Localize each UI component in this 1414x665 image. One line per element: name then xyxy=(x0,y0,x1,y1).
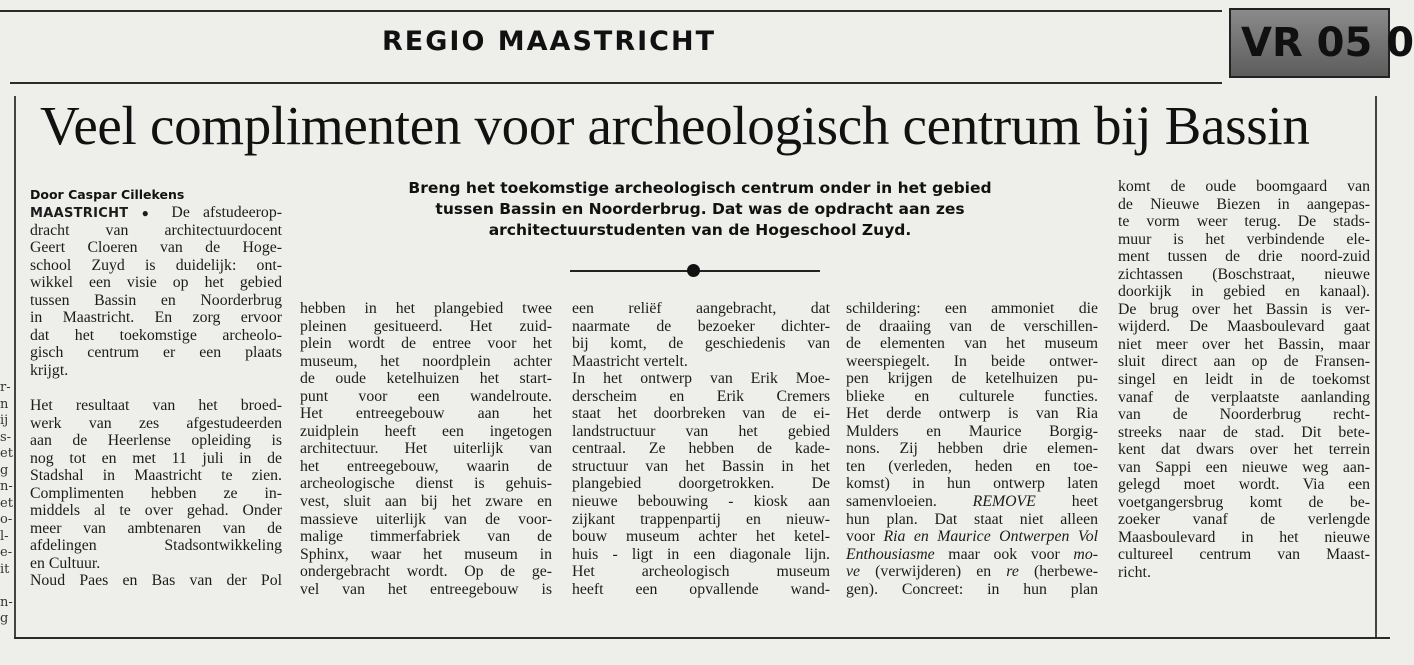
text-line: afdelingen Stadsontwikkeling xyxy=(30,537,282,555)
fragment-line: g xyxy=(0,462,9,478)
text-line: samenvloeien. REMOVE heet xyxy=(846,493,1099,511)
text-line: singel en leidt in de toekomst xyxy=(1118,371,1370,389)
text-line: Maasboulevard in het nieuwe xyxy=(1118,528,1370,546)
text-line: van Sappi een nieuwe weg aan- xyxy=(1118,458,1370,476)
text-line: kent dat dwars over het terrein xyxy=(1118,441,1370,459)
fragment-line: s- xyxy=(0,429,12,445)
section-rule xyxy=(10,82,1222,84)
text-line: naarmate de bezoeker dichter- xyxy=(572,317,830,335)
text-line: het entreegebouw, waarin de xyxy=(300,457,552,475)
bullet-icon: ● xyxy=(141,206,159,220)
text-line: Geert Cloeren van de Hoge- xyxy=(30,239,282,257)
left-column-rule xyxy=(14,96,16,638)
page-label: VR 05 0 xyxy=(1229,8,1390,78)
dateline: MAASTRICHT xyxy=(30,206,129,221)
text-line: nieuwe bebouwing - kiosk aan xyxy=(572,493,830,511)
text-line: richt. xyxy=(1118,564,1151,582)
text-line: aan de Heerlense opleiding is xyxy=(30,432,282,450)
text-line: Het derde ontwerp is van Ria xyxy=(846,405,1098,423)
fragment-line: o- xyxy=(0,512,13,527)
text-line: een reliëf aangebracht, dat xyxy=(572,300,830,317)
fragment-line: et xyxy=(0,495,13,511)
text-line: structuur van het Bassin in het xyxy=(572,457,830,475)
text-line: gisch centrum er een plaats xyxy=(30,344,282,362)
intro-line: Breng het toekomstige archeologisch centrum onder in het gebied xyxy=(408,179,992,197)
fragment-line: r- xyxy=(0,380,11,395)
text-line: dracht van architectuurdocent xyxy=(30,221,282,239)
text-line: meer van ambtenaren van de xyxy=(30,519,282,537)
text-line: tussen Bassin en Noorderbrug xyxy=(30,291,282,309)
text-line: Het resultaat van het broed- xyxy=(30,397,282,415)
text-line: voor Ria en Maurice Ontwerpen Vol xyxy=(846,528,1099,546)
text-line: heeft een opvallende wand- xyxy=(572,580,830,598)
text-line: centraal. Ze hebben de kade- xyxy=(572,440,830,458)
byline: Door Caspar Cillekens xyxy=(30,187,185,202)
text-line: ondergebracht wordt. Op de ge- xyxy=(300,563,552,581)
text-line: van de Noorderbrug recht- xyxy=(1118,406,1370,424)
text-line: landstructuur van het gebied xyxy=(572,422,830,440)
text-line: massieve uiterlijk van de voor- xyxy=(300,510,552,528)
article-column-1 xyxy=(30,204,282,590)
fragment-line: ij xyxy=(0,413,9,428)
text-line: weerspiegelt. In beide ontwer- xyxy=(846,352,1098,370)
text-line: Het archeologisch museum xyxy=(572,563,830,581)
text-line: museum, het noordplein achter xyxy=(300,352,552,370)
text-line: krijgt. xyxy=(30,361,69,379)
text-line: Maastricht vertelt. xyxy=(572,352,688,370)
text-line: plangebied doorgetrokken. De xyxy=(572,475,830,493)
text-line: ment tussen de drie noord-zuid xyxy=(1118,248,1370,266)
text-line: streeks naar de stad. Dit bete- xyxy=(1118,423,1370,441)
text-line: zoeker vanaf de verlengde xyxy=(1118,511,1370,529)
article-headline: Veel complimenten voor archeologisch centrum bij Bassin xyxy=(40,95,1310,156)
text-line: ve (verwijderen) en re (herbewe- xyxy=(846,563,1098,581)
section-title: REGIO MAASTRICHT xyxy=(382,26,716,57)
intro-divider-dot xyxy=(687,264,700,277)
fragment-line: n- xyxy=(0,479,13,494)
text-line: Mulders en Maurice Borgig- xyxy=(846,422,1098,440)
text-line: doorkijk in gebied en kanaal). xyxy=(1118,283,1370,301)
article-column-5 xyxy=(1118,178,1370,582)
text-line: school Zuyd is duidelijk: ont- xyxy=(30,256,282,274)
fragment-line: g xyxy=(0,611,9,626)
text-line: nog tot en met 11 juli in de xyxy=(30,449,282,467)
text-line: zuidplein heeft een ingetogen xyxy=(300,422,552,440)
text-line: Stadshal in Maastricht te zien. xyxy=(30,467,282,485)
text-line: werk van zes afgestudeerden xyxy=(30,414,282,432)
text-line: middels al te over gehad. Onder xyxy=(30,502,282,520)
intro-line: architectuurstudenten van de Hogeschool Zuyd. xyxy=(488,221,912,239)
text-line: sluit direct aan op de Fransen- xyxy=(1118,353,1370,371)
text-line: gelegd moet wordt. Via een xyxy=(1118,476,1370,494)
text-line: niet meer over het Bassin, maar xyxy=(1118,335,1370,353)
fragment-line: n xyxy=(0,396,9,412)
text-line: wikkel een visie op het gebied xyxy=(30,274,282,292)
text-line: MAASTRICHT ● De afstudeerop- xyxy=(30,204,282,221)
article-column-4 xyxy=(846,300,1098,598)
text-line: Sphinx, waar het museum in xyxy=(300,545,552,563)
text-line: Noud Paes en Bas van der Pol xyxy=(30,572,282,590)
text-line: zichtassen (Boschstraat, nieuwe xyxy=(1118,265,1370,283)
text-line: muur is het verbindende ele- xyxy=(1118,230,1370,248)
text-line: voetgangersbrug komt de be- xyxy=(1118,493,1370,511)
text-line: De brug over het Bassin is ver- xyxy=(1118,300,1370,318)
text-line: staat het doorbreken van de ei- xyxy=(572,405,830,423)
fragment-line: it xyxy=(0,561,10,577)
text-line: malige timmerfabriek van de xyxy=(300,528,552,546)
text-line: nons. Zij hebben drie elemen- xyxy=(846,440,1098,458)
text-line: de draaiing van de verschillen- xyxy=(846,317,1098,335)
text-line: vel van het entreegebouw is xyxy=(300,580,552,598)
text-line: schildering: een ammoniet die xyxy=(846,300,1098,317)
text-line: cultureel centrum van Maast- xyxy=(1118,546,1370,564)
text-line: bouw museum achter het ketel- xyxy=(572,528,830,546)
text-line: dat het toekomstige archeolo- xyxy=(30,326,282,344)
text-line: en Cultuur. xyxy=(30,554,101,572)
text-line: de oude ketelhuizen het start- xyxy=(300,370,552,388)
text-line: pleinen gesitueerd. Het zuid- xyxy=(300,317,552,335)
text-line: huis - ligt in een diagonale lijn. xyxy=(572,545,830,563)
fragment-line: e- xyxy=(0,545,13,560)
text-line: Enthousiasme maar ook voor mo- xyxy=(846,545,1098,563)
article-column-3 xyxy=(572,300,830,598)
article-intro xyxy=(380,178,1020,241)
text-line: zijkant trappenpartij en nieuw- xyxy=(572,510,830,528)
text-line: Complimenten hebben ze in- xyxy=(30,484,282,502)
right-column-rule xyxy=(1375,96,1377,638)
text-line: derscheim en Erik Cremers xyxy=(572,387,830,405)
text-line: bij komt, de geschiedenis van xyxy=(572,335,830,353)
text-line: de elementen van het museum xyxy=(846,335,1098,353)
adjacent-article-fragment xyxy=(0,380,12,628)
text-line: In het ontwerp van Erik Moe- xyxy=(572,370,830,388)
text-line: de Nieuwe Biezen in aangepas- xyxy=(1118,195,1370,213)
text-line: ten (verleden, heden en toe- xyxy=(846,457,1098,475)
text-line: plein wordt de entree voor het xyxy=(300,335,552,353)
fragment-line xyxy=(0,578,12,595)
text-line: architectuur. Het uiterlijk van xyxy=(300,440,552,458)
text-line: blieke en culturele functies. xyxy=(846,387,1098,405)
text-line: Het entreegebouw aan het xyxy=(300,405,552,423)
text-line: archeologische dienst is gehuis- xyxy=(300,475,552,493)
fragment-line: n- xyxy=(0,594,13,610)
text-line: vanaf de verplaatste aanlanding xyxy=(1118,388,1370,406)
intro-line: tussen Bassin en Noorderbrug. Dat was de opdracht aan zes xyxy=(435,200,965,218)
text-line: wijderd. De Maasboulevard gaat xyxy=(1118,318,1370,336)
text-line: vest, sluit aan bij het zware en xyxy=(300,493,552,511)
text-line: te vorm weer terug. De stads- xyxy=(1118,213,1370,231)
text-line: komt de oude boomgaard van xyxy=(1118,178,1370,195)
bottom-rule xyxy=(14,637,1390,639)
article-column-2 xyxy=(300,300,552,598)
text-line: gen). Concreet: in hun plan xyxy=(846,580,1098,598)
fragment-line: l- xyxy=(0,528,9,544)
text-line: hun plan. Dat staat niet alleen xyxy=(846,510,1098,528)
text-line: pen krijgen de ketelhuizen pu- xyxy=(846,370,1098,388)
text-line: in Maastricht. En zorg ervoor xyxy=(30,309,282,327)
text-line: hebben in het plangebied twee xyxy=(300,300,552,317)
text-line: komst) in hun ontwerp laten xyxy=(846,475,1098,493)
text-line: punt voor een wandelroute. xyxy=(300,387,552,405)
fragment-line: et xyxy=(0,446,13,461)
top-rule xyxy=(0,10,1222,12)
